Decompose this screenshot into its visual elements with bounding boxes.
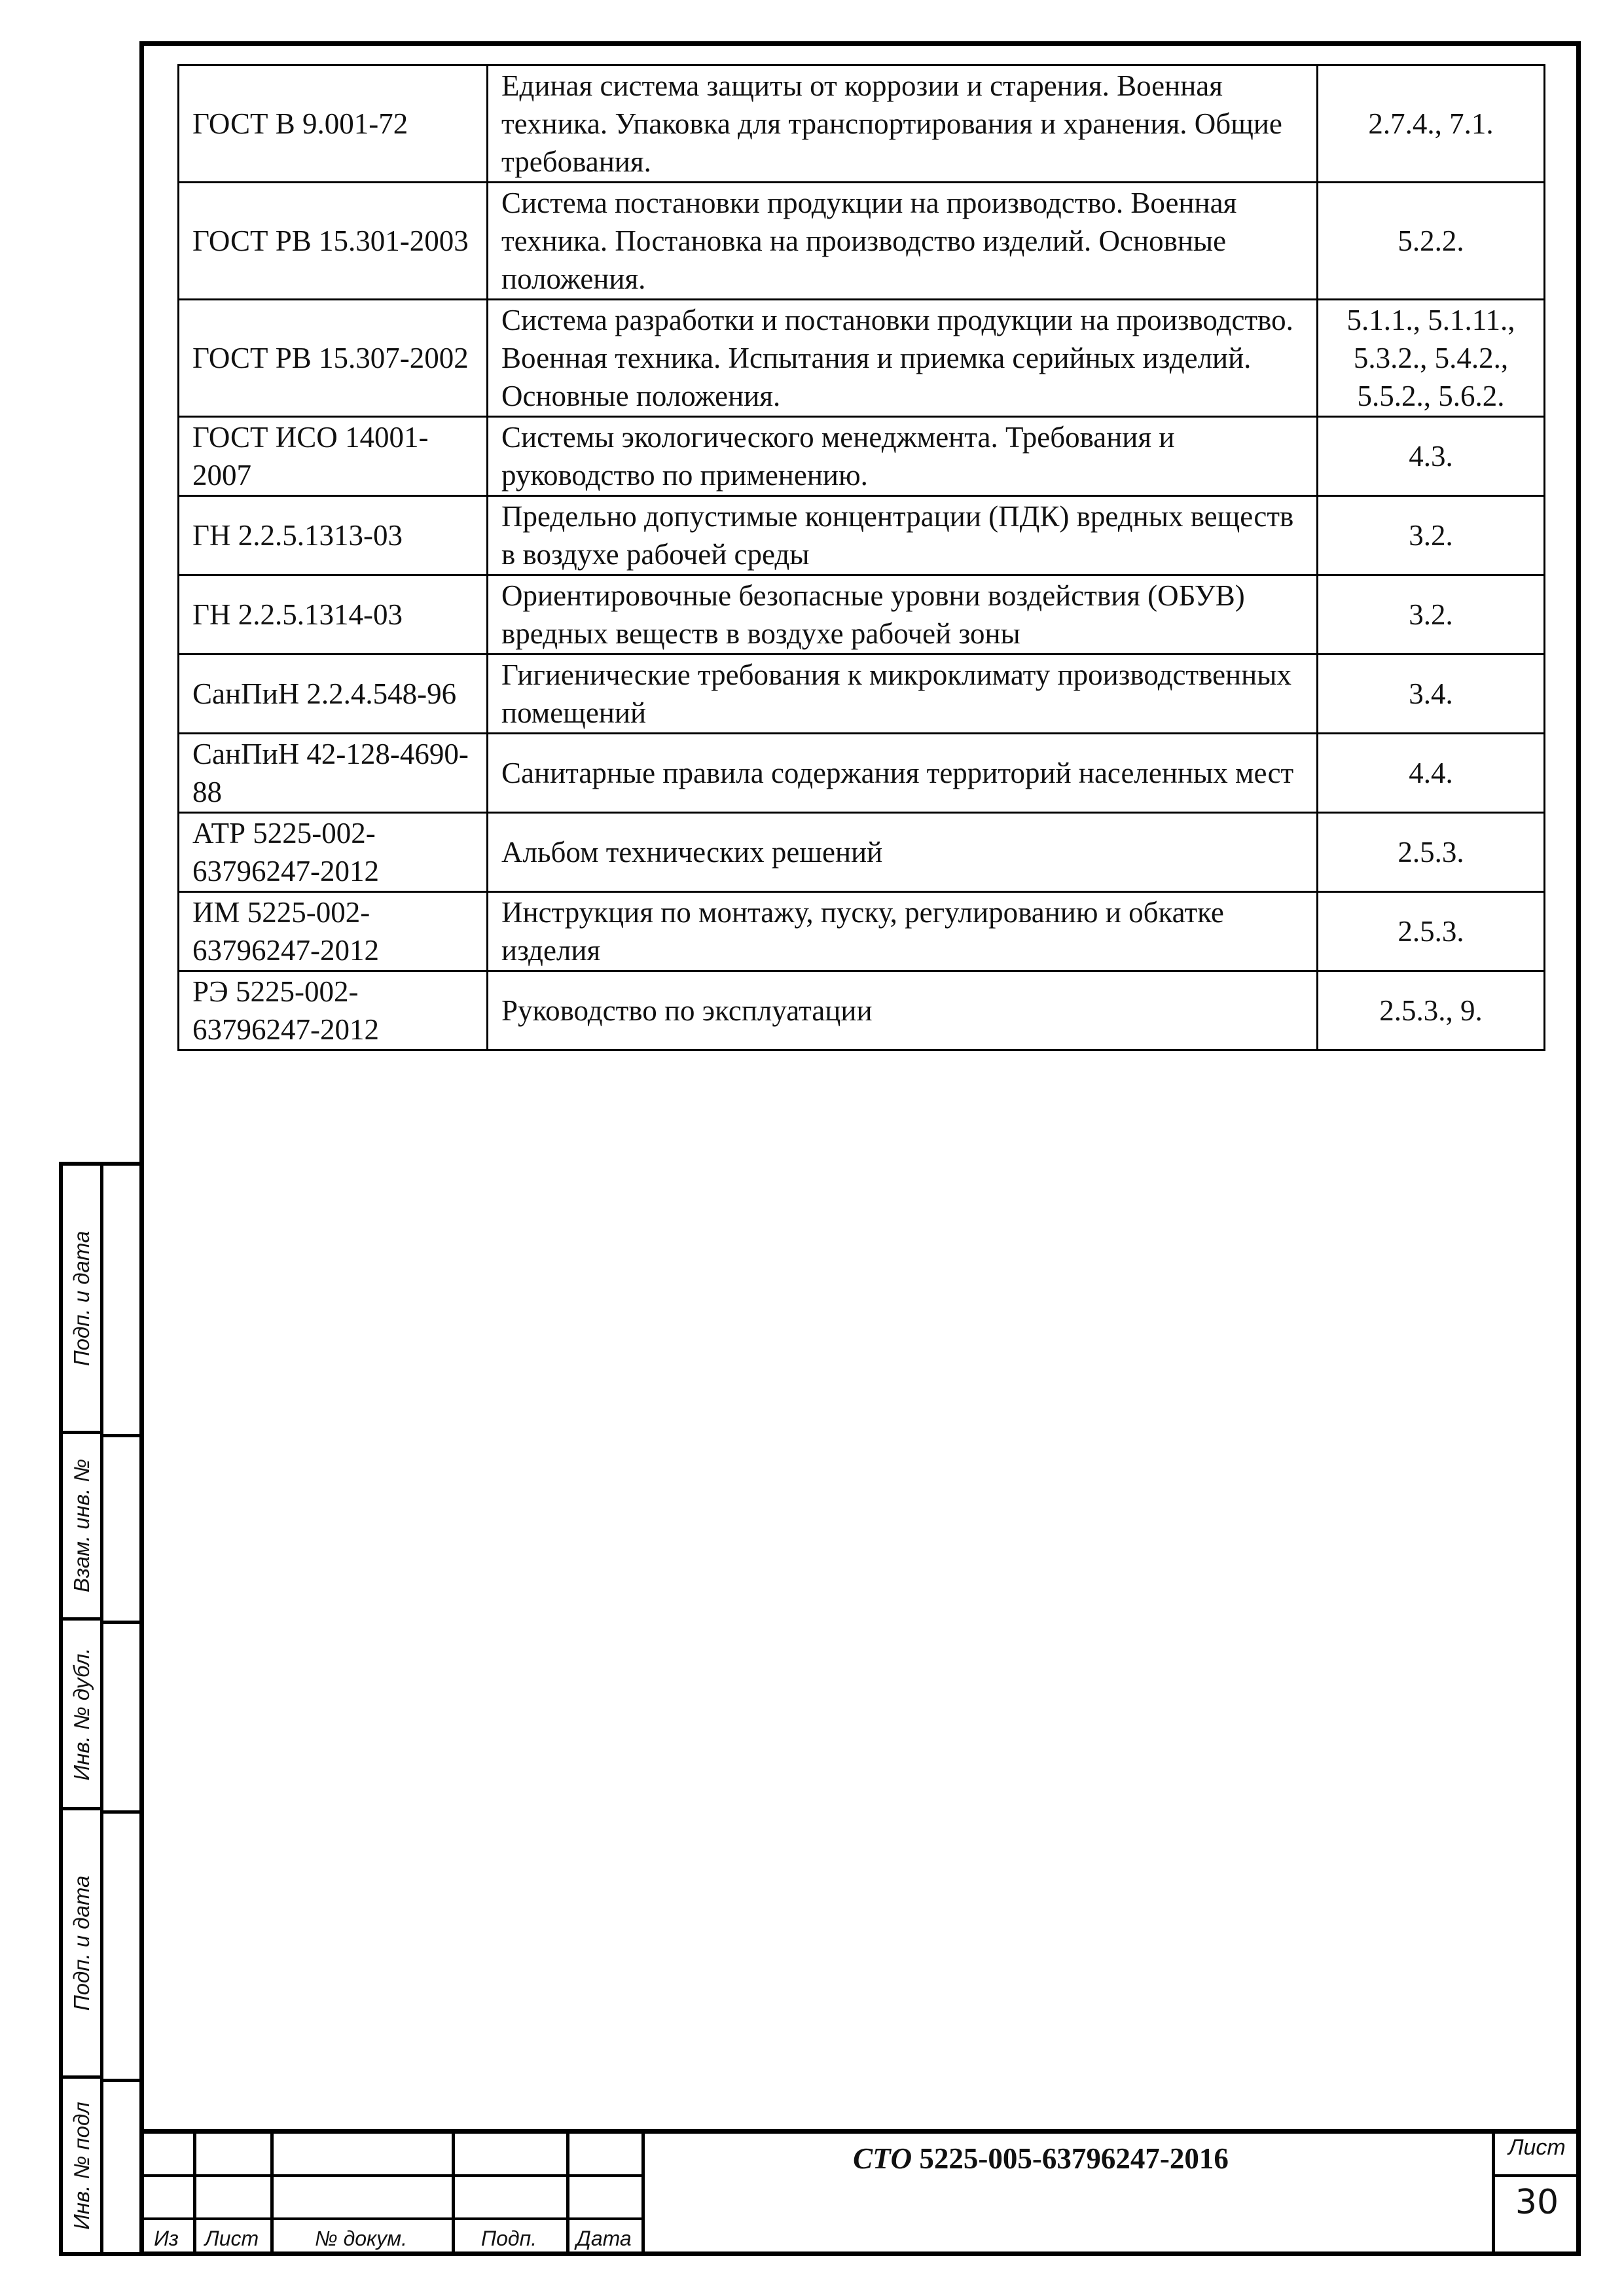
column-label-sheet: Лист bbox=[204, 2227, 259, 2250]
reference-doc-title: Система разработки и постановки продукции на производство. Военная техника. Испытания и приемка серийных изделий. Основные положения. bbox=[488, 300, 1318, 417]
side-cell-sign-date-bottom bbox=[63, 1810, 100, 2079]
reference-sections: 4.4. bbox=[1318, 734, 1545, 813]
reference-doc-code: ИМ 5225-002-63796247-2012 bbox=[179, 892, 488, 971]
references-table bbox=[177, 64, 1545, 1051]
column-label-change: Из bbox=[154, 2227, 179, 2250]
table-row bbox=[179, 65, 1545, 183]
side-divider bbox=[100, 2079, 139, 2082]
reference-sections: 2.5.3. bbox=[1318, 813, 1545, 892]
side-divider bbox=[100, 1810, 139, 1814]
reference-sections: 2.7.4., 7.1. bbox=[1318, 65, 1545, 183]
table-row bbox=[179, 734, 1545, 813]
table-row bbox=[179, 417, 1545, 496]
reference-doc-title: Единая система защиты от коррозии и старения. Военная техника. Упаковка для транспортирования и хранения. Общие требования. bbox=[488, 65, 1318, 183]
reference-sections: 5.2.2. bbox=[1318, 183, 1545, 300]
reference-doc-code: ГОСТ В 9.001-72 bbox=[179, 65, 488, 183]
reference-sections: 4.3. bbox=[1318, 417, 1545, 496]
table-row bbox=[179, 575, 1545, 655]
table-row bbox=[179, 496, 1545, 575]
reference-doc-code: СанПиН 2.2.4.548-96 bbox=[179, 655, 488, 734]
reference-doc-code: ГОСТ РВ 15.301-2003 bbox=[179, 183, 488, 300]
table-row bbox=[179, 183, 1545, 300]
column-label-sign: Подп. bbox=[480, 2227, 537, 2250]
side-stamp-divider bbox=[100, 1166, 103, 2252]
reference-doc-title: Альбом технических решений bbox=[488, 813, 1318, 892]
side-cell-sign-date-top bbox=[63, 1166, 100, 1434]
reference-doc-code: СанПиН 42-128-4690-88 bbox=[179, 734, 488, 813]
document-code-number: 5225-005-63796247-2016 bbox=[919, 2142, 1229, 2175]
reference-sections: 2.5.3. bbox=[1318, 892, 1545, 971]
table-row bbox=[179, 300, 1545, 417]
column-label-doc-no: № докум. bbox=[315, 2227, 407, 2250]
reference-doc-title: Инструкция по монтажу, пуску, регулированию и обкатке изделия bbox=[488, 892, 1318, 971]
title-block-divider bbox=[139, 2174, 641, 2177]
document-code-prefix: СТО bbox=[853, 2142, 912, 2175]
title-block-divider bbox=[641, 2134, 645, 2256]
reference-sections: 3.2. bbox=[1318, 496, 1545, 575]
reference-sections: 2.5.3., 9. bbox=[1318, 971, 1545, 1050]
side-cell-dup-inv bbox=[63, 1621, 100, 1810]
reference-doc-title: Санитарные правила содержания территорий населенных мест bbox=[488, 734, 1318, 813]
document-code bbox=[713, 2139, 1368, 2178]
reference-doc-code: ГОСТ РВ 15.307-2002 bbox=[179, 300, 488, 417]
references-table-body bbox=[179, 65, 1545, 1050]
side-label-replace-inv: Взам. инв. № bbox=[69, 1458, 94, 1593]
table-row bbox=[179, 655, 1545, 734]
side-label-sign-date-top: Подп. и дата bbox=[69, 1230, 94, 1366]
title-block-divider bbox=[1492, 2134, 1495, 2256]
reference-doc-code: ГОСТ ИСО 14001-2007 bbox=[179, 417, 488, 496]
reference-doc-title: Система постановки продукции на производство. Военная техника. Постановка на производство изделий. Основные положения. bbox=[488, 183, 1318, 300]
side-cell-replace-inv bbox=[63, 1434, 100, 1621]
side-label-dup-inv: Инв. № дубл. bbox=[69, 1647, 94, 1780]
side-stamp bbox=[59, 1162, 139, 2256]
reference-doc-code: ГН 2.2.5.1314-03 bbox=[179, 575, 488, 655]
sheet-number: 30 bbox=[1515, 2183, 1559, 2222]
reference-doc-title: Системы экологического менеджмента. Требования и руководство по применению. bbox=[488, 417, 1318, 496]
reference-doc-title: Предельно допустимые концентрации (ПДК) вредных веществ в воздухе рабочей среды bbox=[488, 496, 1318, 575]
side-divider bbox=[100, 1434, 139, 1437]
reference-doc-code: РЭ 5225-002-63796247-2012 bbox=[179, 971, 488, 1050]
side-label-orig-inv: Инв. № подл bbox=[69, 2101, 94, 2230]
side-divider bbox=[100, 1621, 139, 1624]
reference-doc-code: ГН 2.2.5.1313-03 bbox=[179, 496, 488, 575]
reference-sections: 3.2. bbox=[1318, 575, 1545, 655]
table-row bbox=[179, 971, 1545, 1050]
reference-sections: 5.1.1., 5.1.11., 5.3.2., 5.4.2., 5.5.2., 5.6.2. bbox=[1318, 300, 1545, 417]
reference-doc-title: Ориентировочные безопасные уровни воздействия (ОБУВ) вредных веществ в воздухе рабочей зоны bbox=[488, 575, 1318, 655]
reference-doc-title: Гигиенические требования к микроклимату производственных помещений bbox=[488, 655, 1318, 734]
table-row bbox=[179, 813, 1545, 892]
title-block-divider bbox=[139, 2217, 641, 2220]
sheet-label: Лист bbox=[1508, 2135, 1566, 2160]
side-cell-orig-inv bbox=[63, 2079, 100, 2252]
side-label-sign-date-bottom: Подп. и дата bbox=[69, 1875, 94, 2011]
reference-doc-title: Руководство по эксплуатации bbox=[488, 971, 1318, 1050]
table-row bbox=[179, 892, 1545, 971]
reference-sections: 3.4. bbox=[1318, 655, 1545, 734]
column-label-date: Дата bbox=[576, 2227, 632, 2250]
reference-doc-code: АТР 5225-002-63796247-2012 bbox=[179, 813, 488, 892]
